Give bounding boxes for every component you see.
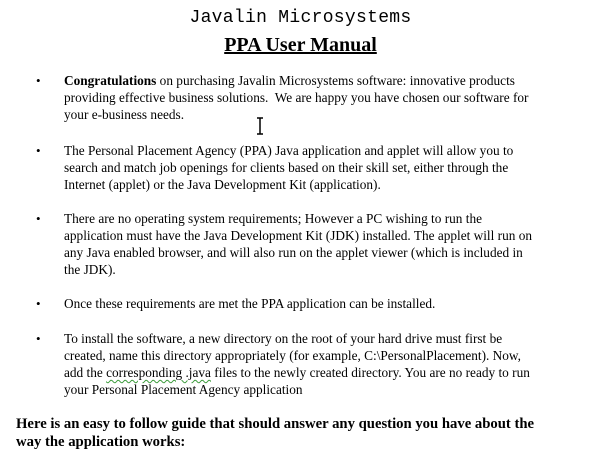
text-line: The Personal Placement Agency (PPA) Java application and applet will allow you to — [64, 143, 514, 158]
company-heading: Javalin Microsystems — [189, 8, 412, 28]
text-line: any Java enabled browser, and will also run on the applet viewer (which is included in — [64, 245, 523, 260]
text-line: the JDK). — [64, 262, 116, 277]
text-line: created, name this directory appropriately (for example, C:\PersonalPlacement). Now, — [64, 348, 521, 363]
text-line: application must have the Java Development Kit (JDK) installed. The applet will run on — [64, 228, 532, 243]
document-title: PPA User Manual — [224, 34, 377, 56]
text-line: your Personal Placement Agency application — [64, 382, 303, 397]
text-line: Here is an easy to follow guide that should answer any question you have about the — [16, 416, 535, 432]
bullet-icon: • — [36, 143, 41, 158]
text-line: way the application works: — [16, 434, 186, 450]
text-span: add the — [64, 365, 107, 380]
bullet-icon: • — [36, 331, 41, 346]
text-line: Once these requirements are met the PPA application can be installed. — [64, 296, 436, 311]
text-line: providing effective business solutions. We are happy you have chosen our software for — [64, 90, 529, 105]
bold-lead: Congratulations — [64, 73, 157, 88]
grammar-flagged-text[interactable]: corresponding .java — [106, 365, 211, 380]
text-line: your e-business needs. — [64, 107, 185, 122]
bullet-icon: • — [36, 73, 41, 88]
text-line: To install the software, a new directory on the root of your hard drive must first be — [64, 331, 503, 346]
text-line: search and match job openings for clients based on their skill set, either through the — [64, 160, 509, 175]
text-line: There are no operating system requirements; However a PC wishing to run the — [64, 211, 483, 226]
text-span: files to the newly created directory. You are no ready to run — [210, 365, 530, 380]
text-line: Internet (applet) or the Java Development Kit (application). — [64, 177, 381, 192]
bullet-icon: • — [36, 296, 41, 311]
text-line — [64, 364, 530, 381]
bullet-icon: • — [36, 211, 41, 226]
text-cursor-icon — [254, 117, 266, 135]
text-line: on purchasing Javalin Microsystems software: innovative products — [156, 73, 515, 88]
closing-paragraph — [16, 415, 534, 451]
